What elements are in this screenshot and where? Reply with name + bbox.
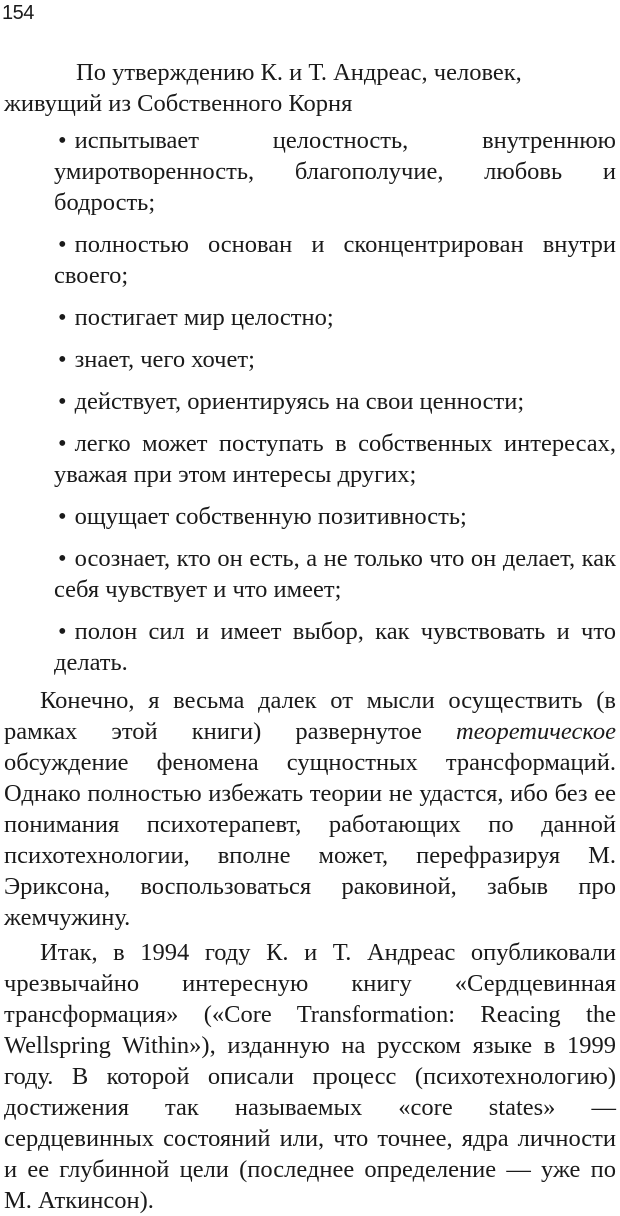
- list-item-text: полностью основан и сконцентрирован внутри своего;: [54, 231, 616, 289]
- bullet-icon: •: [58, 430, 67, 457]
- list-item-text: легко может поступать в собственных интересах, уважая при этом интересы других;: [54, 430, 616, 488]
- bullet-list: [4, 125, 616, 678]
- list-item-text: осознает, кто он есть, а не только что он делает, как себя чувствует и что имеет;: [54, 545, 616, 603]
- list-item: [54, 125, 616, 218]
- list-item: [54, 616, 616, 678]
- page-content: [4, 57, 616, 1216]
- bullet-icon: •: [58, 346, 67, 373]
- list-item: [54, 543, 616, 605]
- bullet-icon: •: [58, 503, 67, 530]
- bullet-icon: •: [58, 127, 67, 154]
- list-item-text: полон сил и имеет выбор, как чувствовать и что делать.: [54, 618, 616, 676]
- bullet-icon: •: [58, 618, 67, 645]
- bullet-icon: •: [58, 304, 67, 331]
- body-paragraph-1: [4, 685, 616, 933]
- paragraph-text: Конечно, я весьма далек от мысли осуществить (в рамках этой книги) развернутое: [4, 687, 616, 745]
- list-item-text: постигает мир целостно;: [74, 304, 334, 331]
- list-item-text: ощущает собственную позитивность;: [74, 503, 467, 530]
- list-item-text: действует, ориентируясь на свои ценности;: [74, 388, 525, 415]
- list-item: [54, 302, 616, 333]
- paragraph-text: обсуждение феномена сущностных трансформаций. Однако полностью избежать теории не удастся, ибо без ее понимания психотерапевт, работающих по данной психотехнологии, вполне может, перефразируя М. Эриксона, воспользоваться раковиной, забыв про жемчужину.: [4, 749, 616, 931]
- bullet-icon: •: [58, 545, 67, 572]
- intro-paragraph: По утверждению К. и Т. Андреас, человек, живущий из Собственного Корня: [4, 59, 522, 117]
- list-item: [54, 501, 616, 532]
- emphasized-term: теоретическое: [455, 718, 616, 745]
- list-item: [54, 344, 616, 375]
- bullet-icon: •: [58, 388, 67, 415]
- bullet-icon: •: [58, 231, 67, 258]
- list-item-text: испытывает целостность, внутреннюю умиротворенность, благополучие, любовь и бодрость;: [54, 127, 616, 216]
- page-number: 154: [2, 2, 34, 24]
- list-item-text: знает, чего хочет;: [74, 346, 255, 373]
- body-paragraph-2: Итак, в 1994 году К. и Т. Андреас опубликовали чрезвычайно интересную книгу «Сердцевинная трансформация» («Core Transformation: Reacing the Wellspring Within»), изданную на русском языке в 1999 году. В которой описали процесс (психотехнологию) достижения так называемых «core states» — сердцевинных состояний или, что точнее, ядра личности и ее глубинной цели (последнее определение — уже по М. Аткинсон).: [4, 939, 616, 1214]
- list-item: [54, 428, 616, 490]
- list-item: [54, 386, 616, 417]
- list-item: [54, 229, 616, 291]
